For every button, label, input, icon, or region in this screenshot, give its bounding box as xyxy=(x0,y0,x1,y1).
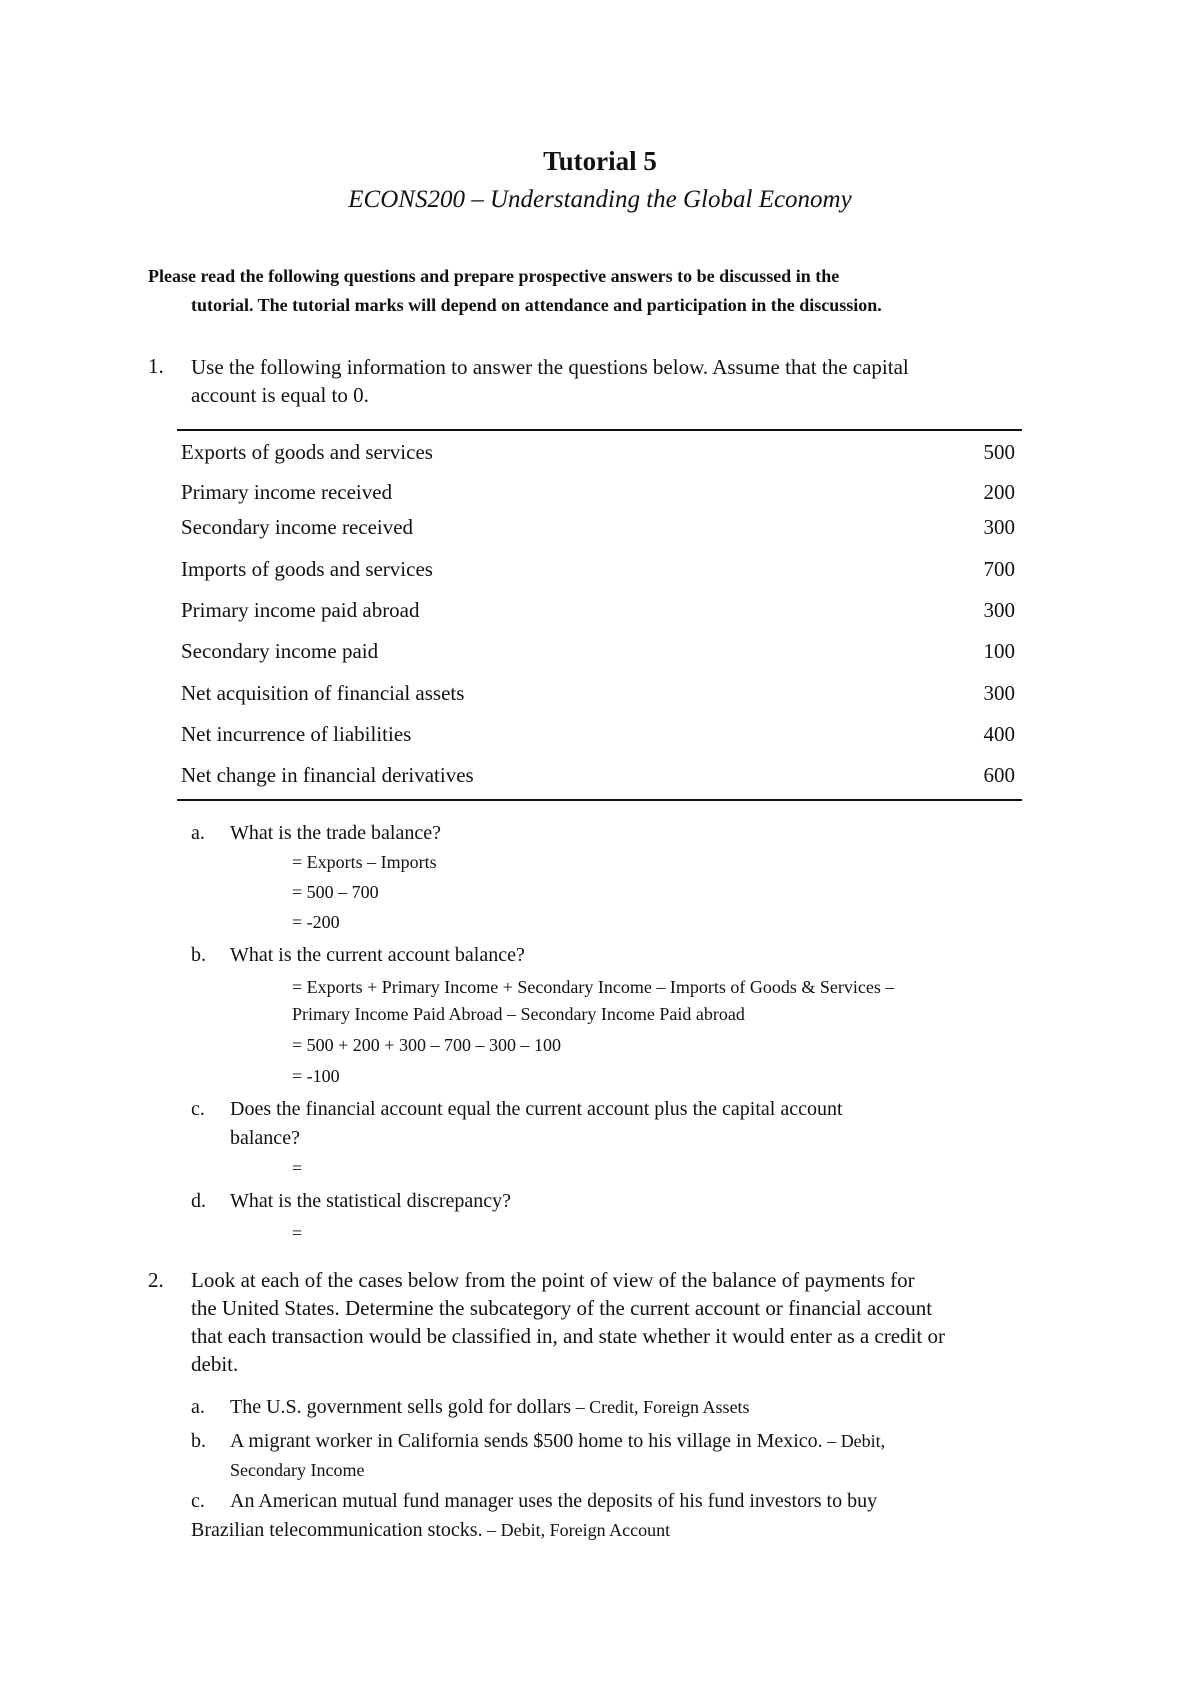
row-label: Secondary income received xyxy=(181,515,414,539)
table-row xyxy=(181,681,1019,711)
row-value: 500 xyxy=(983,440,1015,464)
question-1c-line-1: Does the financial account equal the current account plus the capital account xyxy=(230,1098,843,1120)
answer-1b-line-3: = 500 + 200 + 300 – 700 – 300 – 100 xyxy=(292,1035,561,1055)
question-2a-statement: The U.S. government sells gold for dollars xyxy=(230,1396,572,1418)
answer-1c-line-1: = xyxy=(292,1158,303,1178)
table-top-rule xyxy=(177,429,1022,431)
table-row xyxy=(181,480,1019,510)
table-row xyxy=(181,440,1019,470)
page-title: Tutorial 5 xyxy=(543,146,657,176)
question-2-line-4: debit. xyxy=(191,1352,239,1376)
question-1-number: 1. xyxy=(148,354,164,378)
row-value: 300 xyxy=(983,598,1015,622)
row-value: 700 xyxy=(983,557,1015,581)
answer-1d-line-1: = xyxy=(292,1223,303,1243)
question-1b-text: What is the current account balance? xyxy=(230,944,525,966)
table-row xyxy=(181,557,1019,587)
question-1b-letter: b. xyxy=(191,944,206,966)
row-value: 100 xyxy=(983,639,1015,663)
answer-1a-line-2: = 500 – 700 xyxy=(292,882,379,902)
question-1-line-1: Use the following information to answer the questions below. Assume that the capital xyxy=(191,355,909,379)
intro-line-2: tutorial. The tutorial marks will depend on attendance and participation in the discussion. xyxy=(191,295,882,315)
question-1-text xyxy=(191,353,909,409)
answer-2a: – Credit, Foreign Assets xyxy=(571,1397,750,1417)
row-value: 600 xyxy=(983,763,1015,787)
answer-2b-line-2: Secondary Income xyxy=(230,1460,365,1480)
question-2c-letter: c. xyxy=(191,1490,205,1512)
row-value: 400 xyxy=(983,722,1015,746)
row-label: Exports of goods and services xyxy=(181,440,433,464)
row-label: Primary income paid abroad xyxy=(181,598,420,622)
question-2-text xyxy=(191,1266,945,1378)
question-2b-statement: A migrant worker in California sends $500 home to his village in Mexico. xyxy=(230,1430,823,1452)
answer-2b-line-1: – Debit, xyxy=(822,1431,886,1451)
row-label: Imports of goods and services xyxy=(181,557,433,581)
question-1d-text: What is the statistical discrepancy? xyxy=(230,1190,512,1212)
answer-1a-line-1: = Exports – Imports xyxy=(292,852,437,872)
intro-instructions xyxy=(148,262,1068,320)
answer-2c: – Debit, Foreign Account xyxy=(482,1520,671,1540)
question-2b-letter: b. xyxy=(191,1430,206,1452)
table-row xyxy=(181,515,1019,545)
row-label: Net change in financial derivatives xyxy=(181,763,474,787)
question-2-line-3: that each transaction would be classified in, and state whether it would enter as a credit or xyxy=(191,1324,945,1348)
question-1c-letter: c. xyxy=(191,1098,205,1120)
question-2-line-2: the United States. Determine the subcategory of the current account or financial account xyxy=(191,1296,933,1320)
question-2c-line-2: Brazilian telecommunication stocks. xyxy=(191,1519,483,1541)
intro-line-1: Please read the following questions and prepare prospective answers to be discussed in the xyxy=(148,266,840,286)
question-1a-text: What is the trade balance? xyxy=(230,822,441,844)
question-2c-line-1: An American mutual fund manager uses the deposits of his fund investors to buy xyxy=(230,1490,878,1512)
row-label: Primary income received xyxy=(181,480,393,504)
answer-1a-line-3: = -200 xyxy=(292,912,340,932)
question-2a-text xyxy=(230,1393,750,1422)
question-2-line-1: Look at each of the cases below from the point of view of the balance of payments for xyxy=(191,1268,915,1292)
answer-1b-line-2: Primary Income Paid Abroad – Secondary Income Paid abroad xyxy=(292,1004,745,1024)
question-2c-line-2-wrap xyxy=(191,1516,670,1545)
question-1c-text xyxy=(230,1095,843,1153)
row-label: Net acquisition of financial assets xyxy=(181,681,465,705)
table-row xyxy=(181,722,1019,752)
row-label: Net incurrence of liabilities xyxy=(181,722,412,746)
question-1a-letter: a. xyxy=(191,822,205,844)
question-2b-text xyxy=(230,1427,885,1485)
table-row xyxy=(181,598,1019,628)
question-2-number: 2. xyxy=(148,1268,164,1292)
question-1d-letter: d. xyxy=(191,1190,206,1212)
question-2a-letter: a. xyxy=(191,1396,205,1418)
table-bottom-rule xyxy=(177,799,1022,801)
question-1c-line-2: balance? xyxy=(230,1127,300,1149)
question-1-line-2: account is equal to 0. xyxy=(191,383,369,407)
page-subtitle: ECONS200 – Understanding the Global Economy xyxy=(348,186,852,213)
table-row xyxy=(181,639,1019,669)
table-row xyxy=(181,763,1019,793)
row-value: 300 xyxy=(983,515,1015,539)
row-label: Secondary income paid xyxy=(181,639,379,663)
row-value: 200 xyxy=(983,480,1015,504)
answer-1b-line-1: = Exports + Primary Income + Secondary Income – Imports of Goods & Services – xyxy=(292,977,895,997)
row-value: 300 xyxy=(983,681,1015,705)
answer-1b-line-4: = -100 xyxy=(292,1066,340,1086)
